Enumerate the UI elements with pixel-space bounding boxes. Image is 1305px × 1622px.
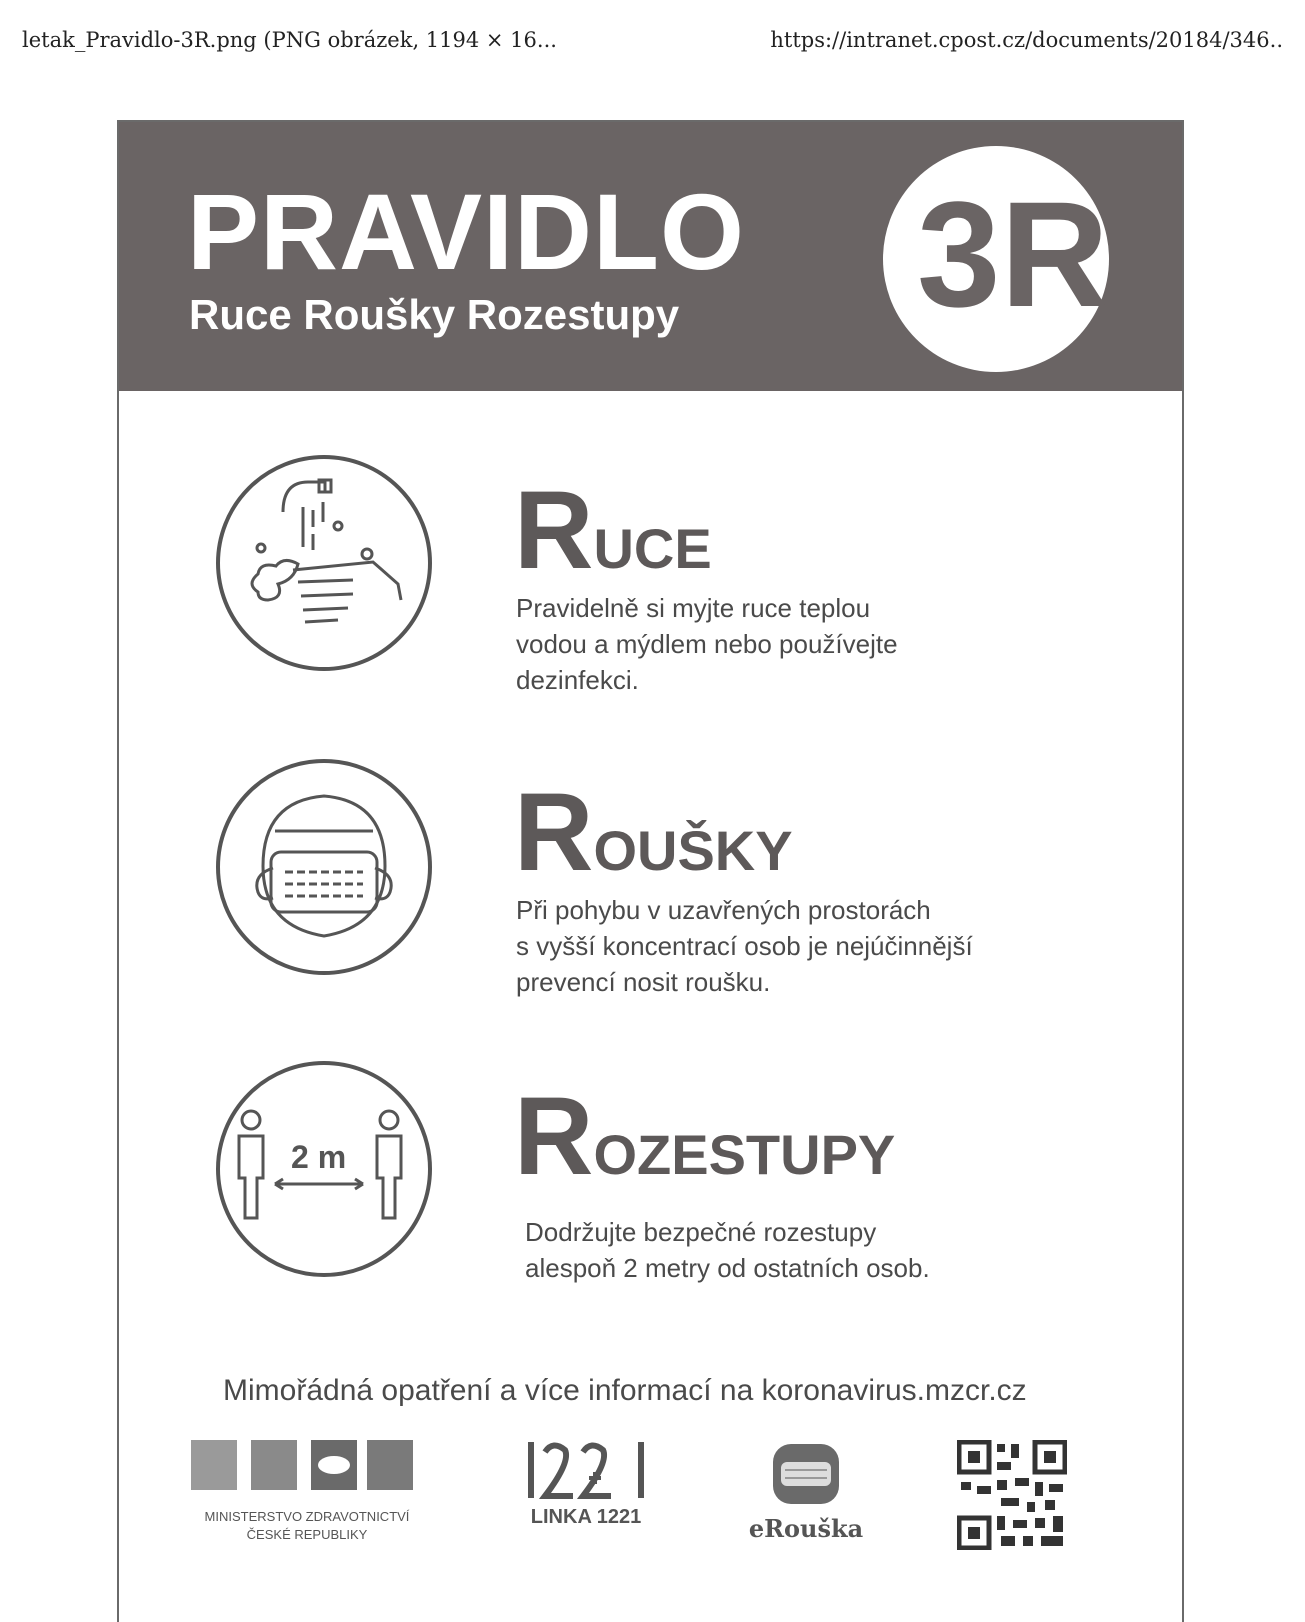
ministry-line2: ČESKÉ REPUBLIKY xyxy=(246,1527,368,1542)
rule-rousky-line: s vyšší koncentrací osob je nejúčinnější xyxy=(516,931,973,961)
rule-ruce-rest: UCE xyxy=(593,517,712,580)
hand-washing-icon xyxy=(213,452,435,674)
rule-rousky-title xyxy=(514,771,793,894)
linka-1221-icon xyxy=(523,1438,655,1502)
rule-ruce-title xyxy=(514,469,712,592)
distance-label: 2 m xyxy=(291,1139,347,1175)
erouska-caption: eRouška xyxy=(748,1514,864,1543)
rule-ruce-line: vodou a mýdlem nebo používejte xyxy=(516,629,898,659)
poster-title: PRAVIDLO xyxy=(187,171,746,292)
rule-rousky-initial: R xyxy=(514,771,594,894)
erouska-icon xyxy=(771,1442,841,1506)
rule-rozestupy-line: Dodržujte bezpečné rozestupy xyxy=(525,1217,877,1247)
rule-ruce-text xyxy=(516,590,898,698)
3r-logo-icon xyxy=(883,146,1109,372)
info-line: Mimořádná opatření a více informací na koronavirus.mzcr.cz xyxy=(223,1374,1027,1407)
rule-ruce-initial: R xyxy=(514,469,594,592)
rule-rousky-text xyxy=(516,892,973,1000)
qr-code-icon xyxy=(957,1440,1067,1550)
rule-rousky-line: Při pohybu v uzavřených prostorách xyxy=(516,895,931,925)
3r-badge-text: 3R xyxy=(917,170,1109,338)
header-banner xyxy=(119,122,1182,391)
rule-rozestupy-title xyxy=(514,1075,896,1198)
page-url: https://intranet.cpost.cz/documents/20184/346.. xyxy=(770,28,1283,52)
social-distance-icon xyxy=(213,1058,435,1280)
ministry-logo-icon xyxy=(191,1440,421,1492)
rule-ruce-line: Pravidelně si myjte ruce teplou xyxy=(516,593,871,623)
rule-rousky-line: prevencí nosit roušku. xyxy=(516,967,771,997)
print-header xyxy=(22,22,1283,56)
rule-rousky-rest: OUŠKY xyxy=(593,819,793,882)
ministry-caption xyxy=(187,1508,427,1544)
ministry-line1: MINISTERSTVO ZDRAVOTNICTVÍ xyxy=(204,1509,410,1524)
rule-rozestupy-rest: OZESTUPY xyxy=(593,1123,896,1186)
rule-rozestupy-text xyxy=(525,1214,930,1286)
face-mask-icon xyxy=(213,756,435,978)
linka-caption: LINKA 1221 xyxy=(530,1506,642,1528)
poster-subtitle: Ruce Roušky Rozestupy xyxy=(189,291,680,338)
rule-ruce-line: dezinfekci. xyxy=(516,665,639,695)
rule-rozestupy-line: alespoň 2 metry od ostatních osob. xyxy=(525,1253,930,1283)
poster xyxy=(117,120,1184,1622)
3r-badge xyxy=(883,146,1109,372)
page-title: letak_Pravidlo-3R.png (PNG obrázek, 1194 × 16... xyxy=(22,28,557,52)
rule-rozestupy-initial: R xyxy=(514,1075,594,1198)
